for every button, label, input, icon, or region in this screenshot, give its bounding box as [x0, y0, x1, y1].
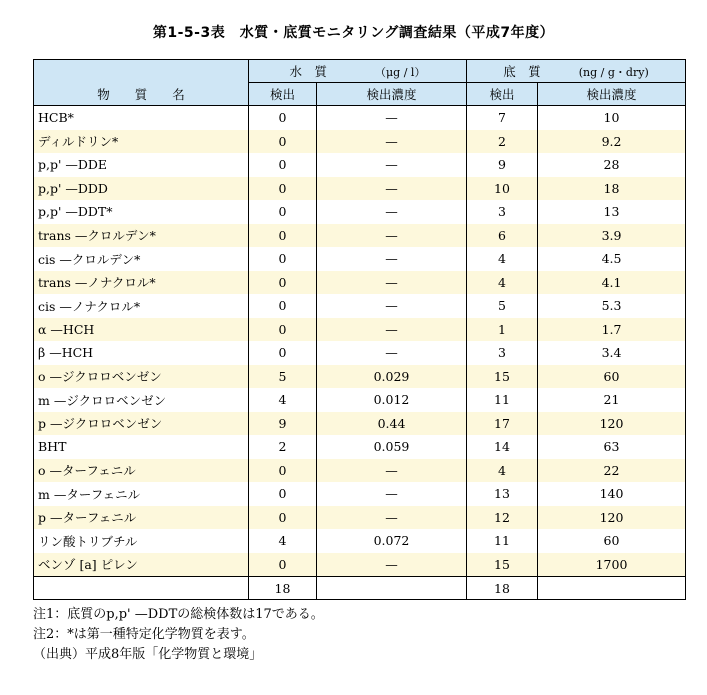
water-detect-count: 0: [249, 318, 317, 342]
substance-name: cis —クロルデン*: [34, 247, 249, 271]
sediment-detect-count: 5: [467, 294, 538, 318]
table-row: [34, 388, 686, 412]
table-row: [34, 341, 686, 365]
sediment-detect-conc: 18: [538, 177, 686, 201]
sediment-detect-conc: 60: [538, 529, 686, 553]
sediment-detect-count: 4: [467, 271, 538, 295]
table-row: [34, 200, 686, 224]
monitoring-table: [33, 59, 686, 600]
sediment-detect-count: 4: [467, 459, 538, 483]
table-row: [34, 177, 686, 201]
sediment-detect-conc: 28: [538, 153, 686, 177]
water-detect-count: 0: [249, 177, 317, 201]
substance-name: cis —ノナクロル*: [34, 294, 249, 318]
substance-name: ディルドリン*: [34, 130, 249, 154]
water-detect-count: 4: [249, 388, 317, 412]
table-body: [34, 106, 686, 600]
table-row: [34, 459, 686, 483]
sediment-detect-conc: 9.2: [538, 130, 686, 154]
sediment-detect-count: 7: [467, 106, 538, 130]
water-detect-conc: —: [317, 224, 467, 248]
totals-row: [34, 577, 686, 600]
sediment-total: 18: [467, 577, 538, 600]
sediment-detect-count: 11: [467, 529, 538, 553]
water-detect-conc: —: [317, 553, 467, 577]
substance-name: β —HCH: [34, 341, 249, 365]
totals-label: [34, 577, 249, 600]
table-row: [34, 130, 686, 154]
sediment-detect-conc: 4.5: [538, 247, 686, 271]
table-row: [34, 529, 686, 553]
sediment-detect-conc: 140: [538, 482, 686, 506]
sediment-detect-conc: 3.4: [538, 341, 686, 365]
sediment-detect-count: 4: [467, 247, 538, 271]
sediment-unit: (ng / g・dry): [578, 66, 649, 79]
substance-name: trans —ノナクロル*: [34, 271, 249, 295]
sediment-detect-header: 検出: [467, 83, 538, 106]
sediment-detect-count: 12: [467, 506, 538, 530]
substance-header-spacer: [34, 60, 249, 83]
sediment-detect-conc: 1700: [538, 553, 686, 577]
sediment-detect-conc: 13: [538, 200, 686, 224]
sediment-detect-conc: 4.1: [538, 271, 686, 295]
table-row: [34, 247, 686, 271]
water-detect-count: 0: [249, 247, 317, 271]
substance-name: α —HCH: [34, 318, 249, 342]
substance-name: リン酸トリブチル: [34, 529, 249, 553]
sediment-detect-count: 17: [467, 412, 538, 436]
water-detect-count: 4: [249, 529, 317, 553]
sediment-detect-count: 6: [467, 224, 538, 248]
sediment-detect-conc: 10: [538, 106, 686, 130]
sediment-detect-count: 15: [467, 553, 538, 577]
water-detect-conc: —: [317, 153, 467, 177]
table-row: [34, 435, 686, 459]
table-row: [34, 365, 686, 389]
water-detect-count: 0: [249, 200, 317, 224]
water-detect-conc: —: [317, 130, 467, 154]
sediment-detect-count: 3: [467, 341, 538, 365]
water-detect-conc: 0.029: [317, 365, 467, 389]
sediment-detect-conc: 63: [538, 435, 686, 459]
water-unit: （μg / l）: [375, 66, 426, 79]
water-detect-conc: —: [317, 318, 467, 342]
note-1: 注1：底質のp,p' —DDTの総検体数は17である。: [33, 607, 324, 622]
water-detect-count: 0: [249, 506, 317, 530]
substance-name: trans —クロルデン*: [34, 224, 249, 248]
table-row: [34, 412, 686, 436]
sediment-detect-conc: 60: [538, 365, 686, 389]
water-conc-total: [317, 577, 467, 600]
water-detect-conc: —: [317, 506, 467, 530]
sediment-header: [467, 60, 686, 83]
water-detect-conc: —: [317, 271, 467, 295]
note-source: （出典）平成8年版「化学物質と環境」: [33, 647, 263, 662]
water-detect-count: 0: [249, 130, 317, 154]
sediment-detect-conc: 21: [538, 388, 686, 412]
water-detect-count: 0: [249, 459, 317, 483]
table-title: 第1-5-3表 水質・底質モニタリング調査結果（平成7年度）: [152, 25, 555, 41]
water-detect-count: 2: [249, 435, 317, 459]
substance-name: p —ジクロロベンゼン: [34, 412, 249, 436]
water-detect-conc: 0.072: [317, 529, 467, 553]
table-row: [34, 482, 686, 506]
water-detect-conc: 0.012: [317, 388, 467, 412]
sediment-detect-conc: 5.3: [538, 294, 686, 318]
table-row: [34, 271, 686, 295]
water-detect-header: 検出: [249, 83, 317, 106]
sediment-detect-count: 3: [467, 200, 538, 224]
water-detect-count: 0: [249, 224, 317, 248]
water-detect-count: 0: [249, 153, 317, 177]
substance-name: o —ジクロロベンゼン: [34, 365, 249, 389]
sediment-detect-count: 15: [467, 365, 538, 389]
note-2: 注2：*は第一種特定化学物質を表す。: [33, 627, 255, 642]
table-row: [34, 224, 686, 248]
water-detect-count: 0: [249, 482, 317, 506]
sediment-detect-conc: 120: [538, 412, 686, 436]
notes: [33, 605, 324, 665]
table-row: [34, 553, 686, 577]
sediment-detect-conc: 3.9: [538, 224, 686, 248]
water-detect-conc: —: [317, 106, 467, 130]
substance-name: m —ターフェニル: [34, 482, 249, 506]
sediment-detect-count: 14: [467, 435, 538, 459]
water-header: [249, 60, 467, 83]
sediment-detect-count: 13: [467, 482, 538, 506]
water-detect-conc: —: [317, 341, 467, 365]
substance-name: HCB*: [34, 106, 249, 130]
water-conc-header: 検出濃度: [317, 83, 467, 106]
sediment-detect-conc: 120: [538, 506, 686, 530]
water-detect-count: 0: [249, 106, 317, 130]
table-row: [34, 506, 686, 530]
sediment-detect-count: 1: [467, 318, 538, 342]
water-total: 18: [249, 577, 317, 600]
sediment-detect-count: 2: [467, 130, 538, 154]
water-detect-conc: —: [317, 177, 467, 201]
table-row: [34, 318, 686, 342]
water-detect-count: 0: [249, 553, 317, 577]
substance-name: ベンゾ [a] ピレン: [34, 553, 249, 577]
substance-name: p,p' —DDT*: [34, 200, 249, 224]
substance-name: o —ターフェニル: [34, 459, 249, 483]
sediment-conc-total: [538, 577, 686, 600]
water-detect-conc: —: [317, 294, 467, 318]
substance-name: p,p' —DDD: [34, 177, 249, 201]
sediment-conc-header: 検出濃度: [538, 83, 686, 106]
sediment-detect-count: 9: [467, 153, 538, 177]
substance-name: BHT: [34, 435, 249, 459]
water-detect-conc: 0.44: [317, 412, 467, 436]
table-row: [34, 106, 686, 130]
table-row: [34, 294, 686, 318]
water-label: 水 質: [289, 64, 328, 79]
sediment-detect-count: 11: [467, 388, 538, 412]
water-detect-count: 9: [249, 412, 317, 436]
water-detect-conc: —: [317, 247, 467, 271]
substance-name: m —ジクロロベンゼン: [34, 388, 249, 412]
sediment-label: 底 質: [503, 64, 541, 79]
substance-name: p —ターフェニル: [34, 506, 249, 530]
water-detect-count: 0: [249, 294, 317, 318]
water-detect-count: 0: [249, 341, 317, 365]
sediment-detect-conc: 1.7: [538, 318, 686, 342]
water-detect-conc: 0.059: [317, 435, 467, 459]
sediment-detect-count: 10: [467, 177, 538, 201]
water-detect-count: 0: [249, 271, 317, 295]
table-row: [34, 153, 686, 177]
substance-header: 物 質 名: [34, 83, 249, 106]
water-detect-conc: —: [317, 200, 467, 224]
water-detect-conc: —: [317, 459, 467, 483]
substance-name: p,p' —DDE: [34, 153, 249, 177]
water-detect-conc: —: [317, 482, 467, 506]
water-detect-count: 5: [249, 365, 317, 389]
sediment-detect-conc: 22: [538, 459, 686, 483]
